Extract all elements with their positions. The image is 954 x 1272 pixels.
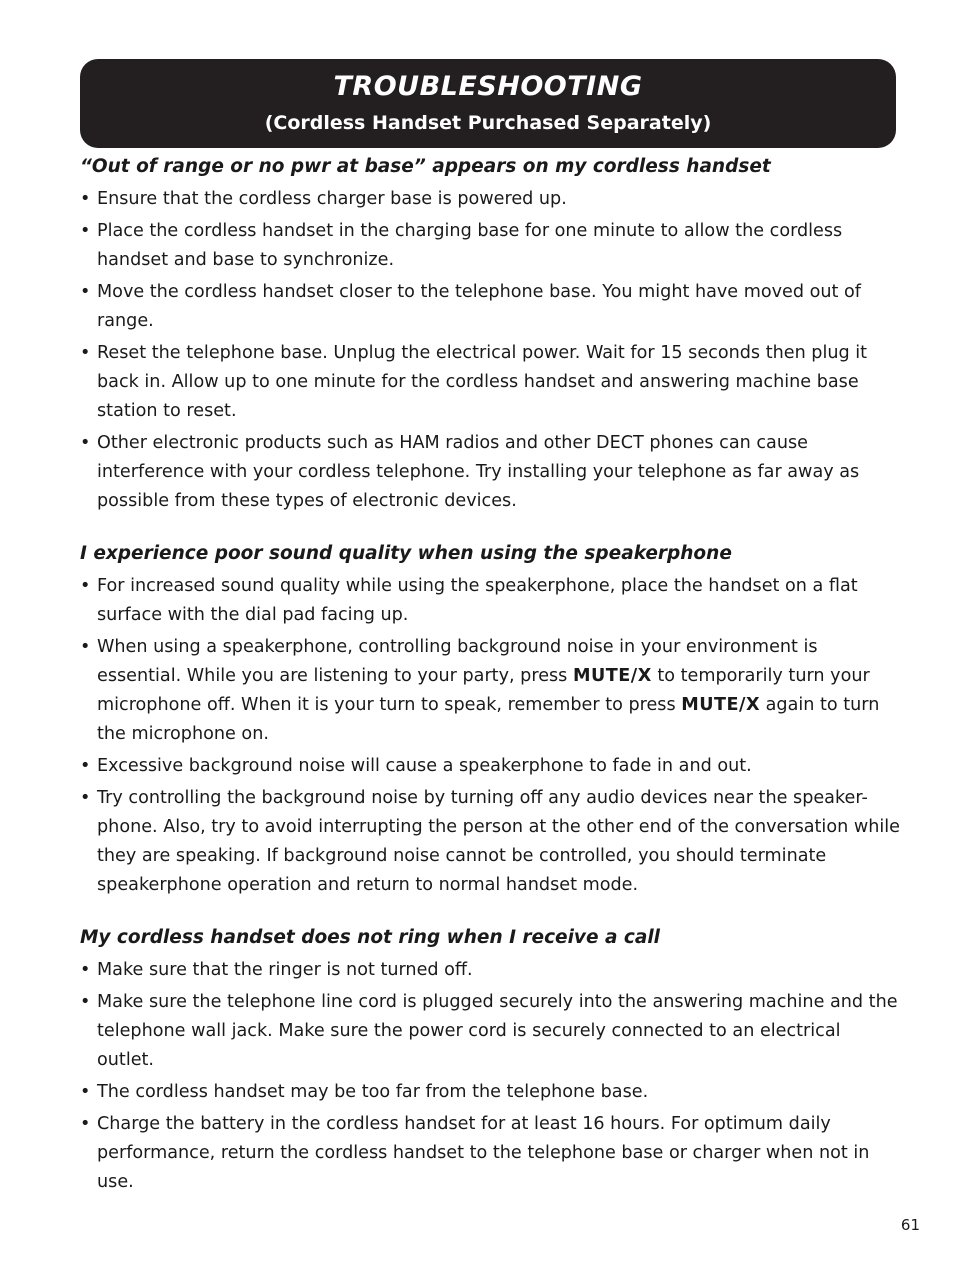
page-title: TROUBLESHOOTING: [333, 71, 643, 102]
section-sound-quality: [80, 540, 900, 900]
list-item: • Charge the battery in the cordless handset for at least 16 hours. For optimum daily performance, return the cordless handset to the telephone base or charger when not in use.: [80, 1110, 900, 1197]
page-subtitle: (Cordless Handset Purchased Separately): [264, 112, 712, 134]
mute-key-label: MUTE/X: [572, 666, 652, 686]
list-item: • Move the cordless handset closer to the telephone base. You might have moved out of range.: [80, 278, 900, 336]
list-item: • Make sure that the ringer is not turned off.: [80, 956, 900, 985]
section-out-of-range: [80, 153, 900, 516]
item-text: to temporarily turn your microphone off. When it is your turn to speak, remember to press: [97, 666, 870, 715]
mute-key-label: MUTE/X: [681, 695, 761, 715]
section-no-ring: [80, 924, 900, 1197]
bullet-list: [80, 956, 900, 1197]
list-item: • Other electronic products such as HAM radios and other DECT phones can cause interference with your cordless telephone. Try installing your telephone as far away as possible from these types of electronic devices.: [80, 429, 900, 516]
section-heading: My cordless handset does not ring when I receive a call: [80, 927, 661, 948]
list-item: • Reset the telephone base. Unplug the electrical power. Wait for 15 seconds then plug it back in. Allow up to one minute for the cordless handset and answering machine base station to reset.: [80, 339, 900, 426]
troubleshooting-content: [80, 153, 900, 1200]
list-item: [80, 633, 900, 749]
page-number: 61: [900, 1216, 920, 1234]
list-item: • Try controlling the background noise by turning off any audio devices near the speaker-phone. Also, try to avoid interrupting the person at the other end of the conversation while they are speaking. If background noise cannot be controlled, you should terminate speakerphone operation and return to normal handset mode.: [80, 784, 900, 900]
list-item: • Make sure the telephone line cord is plugged securely into the answering machine and the telephone wall jack. Make sure the power cord is securely connected to an electrical outlet.: [80, 988, 900, 1075]
section-banner: [80, 59, 896, 148]
section-heading: I experience poor sound quality when using the speakerphone: [80, 543, 732, 564]
list-item: • The cordless handset may be too far from the telephone base.: [80, 1078, 900, 1107]
list-item: • For increased sound quality while using the speakerphone, place the handset on a flat surface with the dial pad facing up.: [80, 572, 900, 630]
list-item: • Ensure that the cordless charger base is powered up.: [80, 185, 900, 214]
item-text: When using a speakerphone, controlling background noise in your environment is essential. While you are listening to your party, press: [97, 637, 818, 686]
bullet-list: [80, 572, 900, 900]
list-item: • Excessive background noise will cause a speakerphone to fade in and out.: [80, 752, 900, 781]
list-item: • Place the cordless handset in the charging base for one minute to allow the cordless handset and base to synchronize.: [80, 217, 900, 275]
section-heading: “Out of range or no pwr at base” appears on my cordless handset: [80, 156, 771, 177]
bullet-list: [80, 185, 900, 516]
item-text: again to turn the microphone on.: [97, 695, 880, 744]
